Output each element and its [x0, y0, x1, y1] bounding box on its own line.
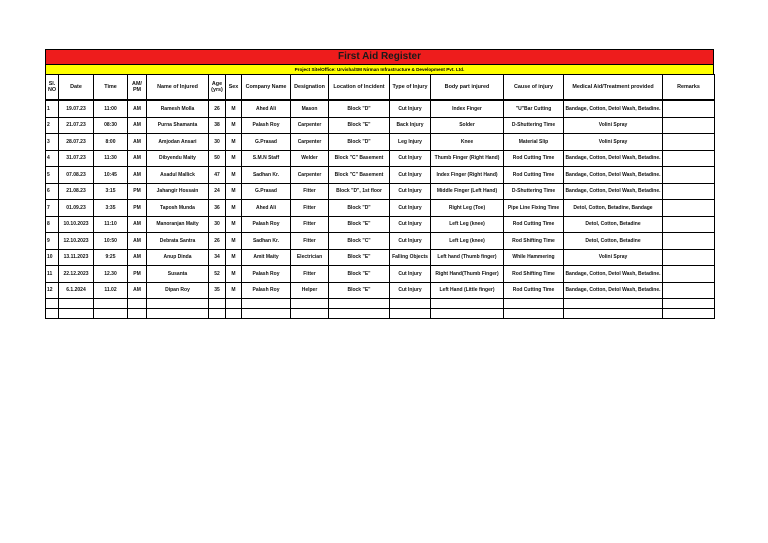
cell-sex: M: [226, 150, 242, 167]
cell-age: 26: [209, 233, 226, 250]
cell-body: Solder: [431, 117, 504, 134]
cell-designation: Fitter: [291, 266, 329, 283]
cell-body: Thumb Finger (Right Hand): [431, 150, 504, 167]
cell-sl: 6: [46, 183, 59, 200]
table-row: [46, 233, 715, 250]
cell-age: 47: [209, 167, 226, 184]
cell-name: Amjodan Ansari: [147, 134, 209, 151]
cell-remarks: [663, 266, 715, 283]
register-title: First Aid Register: [45, 49, 714, 64]
cell-remarks: [663, 167, 715, 184]
cell-remarks: [663, 134, 715, 151]
cell-sex: M: [226, 249, 242, 266]
cell-company: Palash Roy: [242, 117, 291, 134]
cell-designation: Carpenter: [291, 167, 329, 184]
cell-location: Block "D": [329, 200, 390, 217]
cell-sl: 2: [46, 117, 59, 134]
cell-name: Ramesh Molla: [147, 100, 209, 117]
table-row: [46, 216, 715, 233]
table-row: [46, 249, 715, 266]
cell-cause: While Hammering: [504, 249, 564, 266]
cell-company: Amit Maity: [242, 249, 291, 266]
cell-aid: Detol, Cotton, Betadine: [564, 216, 663, 233]
cell-cause: Rod Shifting Time: [504, 233, 564, 250]
col-ampm: AM/ PM: [128, 75, 147, 101]
cell-sl: 1: [46, 100, 59, 117]
cell-sex: M: [226, 266, 242, 283]
cell-sl: 10: [46, 249, 59, 266]
cell-time: 10:45: [94, 167, 128, 184]
cell-remarks: [663, 282, 715, 299]
cell-location: Block "C": [329, 233, 390, 250]
cell-body: Right Hand(Thumb Finger): [431, 266, 504, 283]
cell-designation: Carpenter: [291, 134, 329, 151]
cell-age: 36: [209, 200, 226, 217]
cell-type: Cut Injury: [390, 167, 431, 184]
table-row: [46, 183, 715, 200]
cell-date: 10.10.2023: [59, 216, 94, 233]
cell-sl: 8: [46, 216, 59, 233]
cell-aid: Volini Spray: [564, 249, 663, 266]
table-row: [46, 266, 715, 283]
col-body: Body part injured: [431, 75, 504, 101]
cell-sex: M: [226, 200, 242, 217]
cell-sex: M: [226, 167, 242, 184]
cell-time: 11:00: [94, 100, 128, 117]
cell-ampm: PM: [128, 183, 147, 200]
cell-company: S.M.N Staff: [242, 150, 291, 167]
cell-company: G.Prasad: [242, 183, 291, 200]
cell-age: 38: [209, 117, 226, 134]
cell-name: Dipan Roy: [147, 282, 209, 299]
cell-company: Sadhan Kr.: [242, 233, 291, 250]
cell-sex: M: [226, 100, 242, 117]
cell-remarks: [663, 233, 715, 250]
register-rows: [46, 100, 715, 319]
cell-company: G.Prasad: [242, 134, 291, 151]
cell-body: Left Hand (Little finger): [431, 282, 504, 299]
cell-location: Block "C" Basement: [329, 167, 390, 184]
cell-time: 3:15: [94, 183, 128, 200]
cell-remarks: [663, 216, 715, 233]
cell-date: 19.07.23: [59, 100, 94, 117]
cell-time: 08:30: [94, 117, 128, 134]
cell-name: Debrata Santra: [147, 233, 209, 250]
cell-body: Index Finger: [431, 100, 504, 117]
cell-date: 31.07.23: [59, 150, 94, 167]
table-row: [46, 134, 715, 151]
cell-location: Block "E": [329, 282, 390, 299]
col-name: Name of Injured: [147, 75, 209, 101]
cell-name: Manoranjan Maity: [147, 216, 209, 233]
cell-body: Middle Finger (Left Hand): [431, 183, 504, 200]
cell-location: Block "E": [329, 117, 390, 134]
cell-aid: Bandage, Cotton, Detol Wash, Betadine.: [564, 183, 663, 200]
cell-aid: Bandage, Cotton, Detol Wash, Betadine.: [564, 282, 663, 299]
cell-date: 22.12.2023: [59, 266, 94, 283]
register-table: [45, 74, 715, 319]
header-row: [46, 75, 715, 101]
cell-age: 35: [209, 282, 226, 299]
cell-ampm: AM: [128, 117, 147, 134]
cell-location: Block "E": [329, 249, 390, 266]
cell-remarks: [663, 200, 715, 217]
cell-time: 11.02: [94, 282, 128, 299]
cell-cause: Rod Cutting Time: [504, 282, 564, 299]
cell-date: 6.1.2024: [59, 282, 94, 299]
cell-sex: M: [226, 134, 242, 151]
cell-cause: Rod Shifting Time: [504, 266, 564, 283]
cell-name: Purna Shamanta: [147, 117, 209, 134]
col-age: Age (yrs): [209, 75, 226, 101]
cell-body: Index Finger (Right Hand): [431, 167, 504, 184]
cell-aid: Volini Spray: [564, 117, 663, 134]
table-row: [46, 117, 715, 134]
cell-sex: M: [226, 233, 242, 250]
project-site-line: Project Site/Office: Urvisha/SM Nirman Infrastructure & Development Pvt. Ltd.: [45, 64, 714, 74]
cell-ampm: AM: [128, 249, 147, 266]
cell-type: Cut Injury: [390, 266, 431, 283]
cell-sl: 5: [46, 167, 59, 184]
cell-aid: Bandage, Cotton, Detol Wash, Betadine.: [564, 150, 663, 167]
cell-sl: 9: [46, 233, 59, 250]
table-row: [46, 100, 715, 117]
col-sex: Sex: [226, 75, 242, 101]
col-cause: Cause of injury: [504, 75, 564, 101]
cell-age: 50: [209, 150, 226, 167]
cell-company: Ahed Ali: [242, 200, 291, 217]
col-designation: Designation: [291, 75, 329, 101]
cell-sl: 7: [46, 200, 59, 217]
cell-name: Asadul Mallick: [147, 167, 209, 184]
cell-ampm: AM: [128, 100, 147, 117]
cell-ampm: PM: [128, 200, 147, 217]
cell-body: Knee: [431, 134, 504, 151]
cell-cause: D-Shuttering Time: [504, 117, 564, 134]
cell-designation: Fitter: [291, 216, 329, 233]
table-row: [46, 200, 715, 217]
cell-ampm: AM: [128, 282, 147, 299]
col-date: Date: [59, 75, 94, 101]
cell-location: Block "D": [329, 100, 390, 117]
cell-sex: M: [226, 216, 242, 233]
cell-date: 21.08.23: [59, 183, 94, 200]
cell-ampm: AM: [128, 134, 147, 151]
cell-remarks: [663, 183, 715, 200]
cell-company: Palash Roy: [242, 266, 291, 283]
cell-cause: "U"Bar Cutting: [504, 100, 564, 117]
cell-type: Back Injury: [390, 117, 431, 134]
cell-location: Block "C" Basement: [329, 150, 390, 167]
cell-company: Sadhan Kr.: [242, 167, 291, 184]
cell-aid: Volini Spray: [564, 134, 663, 151]
col-location: Location of Incident: [329, 75, 390, 101]
cell-sl: 3: [46, 134, 59, 151]
cell-date: 21.07.23: [59, 117, 94, 134]
cell-designation: Welder: [291, 150, 329, 167]
cell-body: Left Leg (knee): [431, 233, 504, 250]
cell-remarks: [663, 100, 715, 117]
cell-sl: 11: [46, 266, 59, 283]
cell-time: 9:25: [94, 249, 128, 266]
cell-time: 11:10: [94, 216, 128, 233]
col-type: Type of Injury: [390, 75, 431, 101]
cell-aid: Detol, Cotton, Betadine: [564, 233, 663, 250]
cell-time: 10:50: [94, 233, 128, 250]
table-row: [46, 150, 715, 167]
cell-cause: Material Slip: [504, 134, 564, 151]
cell-remarks: [663, 117, 715, 134]
cell-date: 13.11.2023: [59, 249, 94, 266]
cell-designation: Fitter: [291, 183, 329, 200]
cell-date: 07.08.23: [59, 167, 94, 184]
cell-type: Leg Injury: [390, 134, 431, 151]
cell-age: 26: [209, 100, 226, 117]
cell-sex: M: [226, 183, 242, 200]
cell-type: Cut Injury: [390, 150, 431, 167]
cell-sex: M: [226, 117, 242, 134]
cell-aid: Bandage, Cotton, Detol Wash, Betadine.: [564, 167, 663, 184]
cell-name: Dibyendu Maity: [147, 150, 209, 167]
cell-time: 12.30: [94, 266, 128, 283]
cell-cause: Rod Cutting Time: [504, 216, 564, 233]
cell-type: Cut Injury: [390, 100, 431, 117]
cell-company: Ahed Ali: [242, 100, 291, 117]
col-remarks: Remarks: [663, 75, 715, 101]
cell-remarks: [663, 249, 715, 266]
cell-body: Right Leg (Toe): [431, 200, 504, 217]
table-row: [46, 282, 715, 299]
cell-type: Cut Injury: [390, 216, 431, 233]
cell-ampm: AM: [128, 233, 147, 250]
cell-ampm: AM: [128, 150, 147, 167]
cell-company: Palash Roy: [242, 216, 291, 233]
cell-designation: Fitter: [291, 200, 329, 217]
cell-ampm: PM: [128, 266, 147, 283]
cell-designation: Fitter: [291, 233, 329, 250]
cell-remarks: [663, 150, 715, 167]
cell-designation: Carpenter: [291, 117, 329, 134]
cell-date: 12.10.2023: [59, 233, 94, 250]
cell-name: Taposh Munda: [147, 200, 209, 217]
cell-cause: Pipe Line Fixing Time: [504, 200, 564, 217]
cell-company: Palash Roy: [242, 282, 291, 299]
cell-sl: 12: [46, 282, 59, 299]
cell-cause: D-Shuttering Time: [504, 183, 564, 200]
cell-time: 3:35: [94, 200, 128, 217]
cell-location: Block "E": [329, 216, 390, 233]
cell-aid: Bandage, Cotton, Detol Wash, Betadine.: [564, 266, 663, 283]
cell-type: Falling Objects: [390, 249, 431, 266]
cell-age: 30: [209, 134, 226, 151]
cell-aid: Bandage, Cotton, Detol Wash, Betadine.: [564, 100, 663, 117]
col-company: Company Name: [242, 75, 291, 101]
col-time: Time: [94, 75, 128, 101]
cell-cause: Rod Cutting Time: [504, 150, 564, 167]
col-aid: Medical Aid/Treatment provided: [564, 75, 663, 101]
cell-ampm: AM: [128, 216, 147, 233]
cell-aid: Detol, Cotton, Betadine, Bandage: [564, 200, 663, 217]
cell-date: 01.09.23: [59, 200, 94, 217]
cell-cause: Rod Cutting Time: [504, 167, 564, 184]
cell-location: Block "D": [329, 134, 390, 151]
cell-date: 28.07.23: [59, 134, 94, 151]
cell-type: Cut Injury: [390, 200, 431, 217]
cell-sl: 4: [46, 150, 59, 167]
cell-age: 34: [209, 249, 226, 266]
cell-sex: M: [226, 282, 242, 299]
cell-type: Cut Injury: [390, 282, 431, 299]
cell-name: Anup Dinda: [147, 249, 209, 266]
cell-designation: Electrician: [291, 249, 329, 266]
cell-body: Left Leg (knee): [431, 216, 504, 233]
cell-time: 8:00: [94, 134, 128, 151]
cell-name: Susanta: [147, 266, 209, 283]
cell-age: 24: [209, 183, 226, 200]
first-aid-register-sheet: [45, 49, 714, 319]
blank-row: [46, 309, 715, 319]
cell-type: Cut Injury: [390, 233, 431, 250]
cell-type: Cut Injury: [390, 183, 431, 200]
cell-age: 30: [209, 216, 226, 233]
cell-designation: Helper: [291, 282, 329, 299]
table-row: [46, 167, 715, 184]
cell-time: 11:30: [94, 150, 128, 167]
cell-body: Left hand (Thumb finger): [431, 249, 504, 266]
cell-designation: Mason: [291, 100, 329, 117]
cell-location: Block "E": [329, 266, 390, 283]
cell-location: Block "D", 1st floor: [329, 183, 390, 200]
cell-ampm: AM: [128, 167, 147, 184]
cell-age: 52: [209, 266, 226, 283]
cell-name: Jahangir Hossain: [147, 183, 209, 200]
blank-row: [46, 299, 715, 309]
col-sl: Sl. NO: [46, 75, 59, 101]
